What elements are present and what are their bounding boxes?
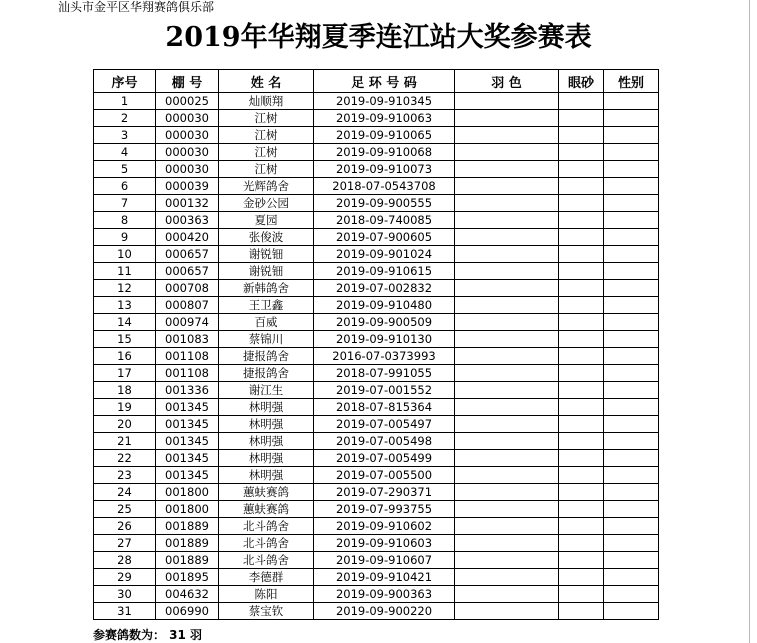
cell-name: 灿顺翔	[219, 93, 314, 110]
cell-sex	[604, 229, 659, 246]
cell-eye	[559, 501, 604, 518]
cell-index: 21	[94, 433, 156, 450]
cell-loft: 001083	[156, 331, 219, 348]
cell-name: 林明强	[219, 433, 314, 450]
cell-color	[455, 263, 559, 280]
cell-sex	[604, 195, 659, 212]
cell-index: 22	[94, 450, 156, 467]
table-row	[94, 195, 659, 212]
table-row	[94, 518, 659, 535]
cell-name: 谢锐钿	[219, 263, 314, 280]
table-row	[94, 450, 659, 467]
sheet-title: 2019年华翔夏季连江站大奖参赛表	[165, 22, 592, 53]
cell-name: 江树	[219, 144, 314, 161]
cell-eye	[559, 586, 604, 603]
cell-ring: 2019-07-005497	[314, 416, 455, 433]
cell-eye	[559, 467, 604, 484]
table-row	[94, 314, 659, 331]
cell-eye	[559, 178, 604, 195]
cell-index: 17	[94, 365, 156, 382]
cell-eye	[559, 110, 604, 127]
cell-sex	[604, 586, 659, 603]
table-row	[94, 484, 659, 501]
table-row	[94, 178, 659, 195]
cell-index: 6	[94, 178, 156, 195]
cell-sex	[604, 93, 659, 110]
cell-color	[455, 518, 559, 535]
table-row	[94, 348, 659, 365]
cell-ring: 2019-09-910421	[314, 569, 455, 586]
cell-ring: 2019-07-005499	[314, 450, 455, 467]
cell-name: 百威	[219, 314, 314, 331]
cell-color	[455, 433, 559, 450]
cell-sex	[604, 348, 659, 365]
cell-loft: 000030	[156, 127, 219, 144]
cell-index: 1	[94, 93, 156, 110]
cell-color	[455, 569, 559, 586]
table-row	[94, 416, 659, 433]
club-name: 汕头市金平区华翔赛鸽俱乐部	[58, 0, 215, 14]
cell-ring: 2019-09-910615	[314, 263, 455, 280]
cell-name: 北斗鸽舍	[219, 535, 314, 552]
cell-sex	[604, 110, 659, 127]
cell-name: 林明强	[219, 399, 314, 416]
cell-color	[455, 348, 559, 365]
cell-name: 蕙蚨赛鸽	[219, 484, 314, 501]
cell-name: 北斗鸽舍	[219, 518, 314, 535]
cell-eye	[559, 314, 604, 331]
cell-index: 30	[94, 586, 156, 603]
cell-sex	[604, 246, 659, 263]
table-row	[94, 229, 659, 246]
header-row	[94, 70, 659, 93]
cell-sex	[604, 178, 659, 195]
cell-ring: 2019-07-290371	[314, 484, 455, 501]
cell-sex	[604, 433, 659, 450]
cell-color	[455, 467, 559, 484]
cell-eye	[559, 246, 604, 263]
cell-color	[455, 365, 559, 382]
cell-sex	[604, 467, 659, 484]
cell-ring: 2019-09-910603	[314, 535, 455, 552]
table-row	[94, 246, 659, 263]
table-row	[94, 110, 659, 127]
cell-ring: 2019-07-005500	[314, 467, 455, 484]
table-row	[94, 552, 659, 569]
cell-index: 7	[94, 195, 156, 212]
cell-name: 江树	[219, 127, 314, 144]
table-row	[94, 586, 659, 603]
table-row	[94, 399, 659, 416]
cell-name: 江树	[219, 161, 314, 178]
col-header-sex: 性别	[604, 70, 659, 93]
cell-color	[455, 399, 559, 416]
cell-loft: 000807	[156, 297, 219, 314]
cell-loft: 000030	[156, 110, 219, 127]
cell-ring: 2019-09-901024	[314, 246, 455, 263]
entry-table	[93, 69, 659, 620]
cell-ring: 2019-07-005498	[314, 433, 455, 450]
cell-index: 12	[94, 280, 156, 297]
entry-count: 参赛鸽数为： 31 羽	[93, 628, 203, 642]
cell-eye	[559, 552, 604, 569]
cell-eye	[559, 195, 604, 212]
cell-color	[455, 161, 559, 178]
cell-sex	[604, 331, 659, 348]
cell-sex	[604, 450, 659, 467]
cell-index: 25	[94, 501, 156, 518]
cell-eye	[559, 450, 604, 467]
cell-loft: 001800	[156, 501, 219, 518]
cell-loft: 001345	[156, 399, 219, 416]
col-header-color: 羽 色	[455, 70, 559, 93]
cell-ring: 2019-09-910602	[314, 518, 455, 535]
cell-loft: 001108	[156, 348, 219, 365]
cell-ring: 2019-07-001552	[314, 382, 455, 399]
cell-loft: 000657	[156, 263, 219, 280]
cell-color	[455, 144, 559, 161]
cell-color	[455, 603, 559, 620]
cell-sex	[604, 280, 659, 297]
cell-loft: 000039	[156, 178, 219, 195]
cell-sex	[604, 416, 659, 433]
cell-color	[455, 229, 559, 246]
table-row	[94, 263, 659, 280]
cell-index: 18	[94, 382, 156, 399]
cell-eye	[559, 399, 604, 416]
table-row	[94, 535, 659, 552]
cell-color	[455, 331, 559, 348]
cell-loft: 001336	[156, 382, 219, 399]
cell-color	[455, 501, 559, 518]
cell-name: 李德群	[219, 569, 314, 586]
cell-ring: 2019-07-002832	[314, 280, 455, 297]
cell-ring: 2018-07-991055	[314, 365, 455, 382]
cell-name: 光辉鸽舍	[219, 178, 314, 195]
cell-sex	[604, 382, 659, 399]
cell-ring: 2019-09-910607	[314, 552, 455, 569]
cell-loft: 001889	[156, 552, 219, 569]
cell-eye	[559, 297, 604, 314]
cell-name: 夏园	[219, 212, 314, 229]
cell-eye	[559, 331, 604, 348]
cell-index: 15	[94, 331, 156, 348]
cell-index: 11	[94, 263, 156, 280]
cell-sex	[604, 212, 659, 229]
cell-eye	[559, 365, 604, 382]
cell-color	[455, 195, 559, 212]
cell-index: 19	[94, 399, 156, 416]
table-row	[94, 569, 659, 586]
cell-loft: 001800	[156, 484, 219, 501]
table-header	[94, 70, 659, 93]
cell-sex	[604, 161, 659, 178]
cell-index: 20	[94, 416, 156, 433]
cell-color	[455, 586, 559, 603]
col-header-index: 序号	[94, 70, 156, 93]
cell-index: 29	[94, 569, 156, 586]
table-row	[94, 331, 659, 348]
cell-name: 林明强	[219, 416, 314, 433]
cell-name: 王卫鑫	[219, 297, 314, 314]
cell-sex	[604, 603, 659, 620]
cell-sex	[604, 399, 659, 416]
cell-loft: 000030	[156, 144, 219, 161]
cell-loft: 000132	[156, 195, 219, 212]
cell-ring: 2019-09-910073	[314, 161, 455, 178]
cell-name: 捷报鸽舍	[219, 365, 314, 382]
cell-sex	[604, 365, 659, 382]
cell-ring: 2018-09-740085	[314, 212, 455, 229]
cell-color	[455, 484, 559, 501]
cell-index: 23	[94, 467, 156, 484]
cell-name: 谢锐钿	[219, 246, 314, 263]
table-row	[94, 127, 659, 144]
cell-ring: 2019-09-900220	[314, 603, 455, 620]
cell-name: 蕙蚨赛鸽	[219, 501, 314, 518]
cell-color	[455, 212, 559, 229]
cell-name: 谢江生	[219, 382, 314, 399]
col-header-eye: 眼砂	[559, 70, 604, 93]
cell-loft: 000974	[156, 314, 219, 331]
cell-eye	[559, 484, 604, 501]
cell-index: 5	[94, 161, 156, 178]
table-row	[94, 280, 659, 297]
cell-eye	[559, 144, 604, 161]
cell-eye	[559, 161, 604, 178]
cell-sex	[604, 263, 659, 280]
cell-loft: 000025	[156, 93, 219, 110]
cell-sex	[604, 314, 659, 331]
table-row	[94, 297, 659, 314]
table-row	[94, 161, 659, 178]
cell-ring: 2018-07-815364	[314, 399, 455, 416]
cell-ring: 2018-07-0543708	[314, 178, 455, 195]
cell-name: 林明强	[219, 467, 314, 484]
cell-color	[455, 127, 559, 144]
cell-color	[455, 110, 559, 127]
cell-sex	[604, 569, 659, 586]
cell-loft: 004632	[156, 586, 219, 603]
col-header-loft: 棚 号	[156, 70, 219, 93]
cell-ring: 2019-09-910068	[314, 144, 455, 161]
cell-loft: 001345	[156, 433, 219, 450]
cell-eye	[559, 569, 604, 586]
cell-loft: 000363	[156, 212, 219, 229]
cell-index: 14	[94, 314, 156, 331]
cell-name: 蔡锦川	[219, 331, 314, 348]
cell-ring: 2019-09-910130	[314, 331, 455, 348]
cell-color	[455, 246, 559, 263]
cell-ring: 2019-07-900605	[314, 229, 455, 246]
cell-index: 9	[94, 229, 156, 246]
cell-name: 金砂公园	[219, 195, 314, 212]
cell-name: 张俊波	[219, 229, 314, 246]
cell-color	[455, 535, 559, 552]
cell-eye	[559, 127, 604, 144]
table-row	[94, 433, 659, 450]
cell-eye	[559, 229, 604, 246]
cell-eye	[559, 603, 604, 620]
cell-index: 10	[94, 246, 156, 263]
cell-index: 28	[94, 552, 156, 569]
table-row	[94, 382, 659, 399]
table-body	[94, 93, 659, 620]
cell-eye	[559, 280, 604, 297]
cell-index: 26	[94, 518, 156, 535]
table-row	[94, 144, 659, 161]
col-header-name: 姓 名	[219, 70, 314, 93]
cell-ring: 2019-07-993755	[314, 501, 455, 518]
cell-ring: 2019-09-910065	[314, 127, 455, 144]
cell-index: 31	[94, 603, 156, 620]
cell-index: 2	[94, 110, 156, 127]
cell-sex	[604, 552, 659, 569]
cell-eye	[559, 518, 604, 535]
cell-color	[455, 93, 559, 110]
cell-eye	[559, 416, 604, 433]
cell-loft: 001108	[156, 365, 219, 382]
cell-index: 13	[94, 297, 156, 314]
cell-loft: 006990	[156, 603, 219, 620]
cell-eye	[559, 535, 604, 552]
cell-loft: 000708	[156, 280, 219, 297]
cell-ring: 2019-09-900363	[314, 586, 455, 603]
cell-loft: 001889	[156, 535, 219, 552]
cell-index: 27	[94, 535, 156, 552]
cell-color	[455, 382, 559, 399]
cell-name: 新韩鸽舍	[219, 280, 314, 297]
cell-eye	[559, 212, 604, 229]
cell-loft: 000420	[156, 229, 219, 246]
table-row	[94, 501, 659, 518]
cell-loft: 001345	[156, 467, 219, 484]
cell-color	[455, 280, 559, 297]
cell-eye	[559, 382, 604, 399]
cell-sex	[604, 518, 659, 535]
cell-eye	[559, 433, 604, 450]
cell-name: 江树	[219, 110, 314, 127]
cell-loft: 001895	[156, 569, 219, 586]
cell-color	[455, 416, 559, 433]
cell-color	[455, 552, 559, 569]
cell-sex	[604, 535, 659, 552]
cell-index: 3	[94, 127, 156, 144]
cell-sex	[604, 501, 659, 518]
cell-color	[455, 178, 559, 195]
cell-name: 捷报鸽舍	[219, 348, 314, 365]
table-row	[94, 467, 659, 484]
cell-name: 北斗鸽舍	[219, 552, 314, 569]
cell-name: 陈阳	[219, 586, 314, 603]
cell-color	[455, 297, 559, 314]
cell-eye	[559, 263, 604, 280]
cell-loft: 001889	[156, 518, 219, 535]
cell-eye	[559, 93, 604, 110]
cell-eye	[559, 348, 604, 365]
cell-index: 8	[94, 212, 156, 229]
cell-index: 4	[94, 144, 156, 161]
cell-index: 16	[94, 348, 156, 365]
cell-sex	[604, 144, 659, 161]
cell-ring: 2019-09-900509	[314, 314, 455, 331]
cell-loft: 001345	[156, 416, 219, 433]
cell-color	[455, 314, 559, 331]
cell-sex	[604, 484, 659, 501]
page-edge-divider	[749, 0, 750, 643]
cell-ring: 2016-07-0373993	[314, 348, 455, 365]
cell-sex	[604, 127, 659, 144]
col-header-ring: 足 环 号 码	[314, 70, 455, 93]
cell-color	[455, 450, 559, 467]
cell-index: 24	[94, 484, 156, 501]
table-row	[94, 365, 659, 382]
table-row	[94, 212, 659, 229]
table-row	[94, 603, 659, 620]
cell-ring: 2019-09-910345	[314, 93, 455, 110]
cell-loft: 001345	[156, 450, 219, 467]
cell-ring: 2019-09-900555	[314, 195, 455, 212]
cell-ring: 2019-09-910063	[314, 110, 455, 127]
cell-name: 蔡宝钦	[219, 603, 314, 620]
cell-sex	[604, 297, 659, 314]
cell-ring: 2019-09-910480	[314, 297, 455, 314]
cell-loft: 000030	[156, 161, 219, 178]
cell-loft: 000657	[156, 246, 219, 263]
cell-name: 林明强	[219, 450, 314, 467]
table-row	[94, 93, 659, 110]
